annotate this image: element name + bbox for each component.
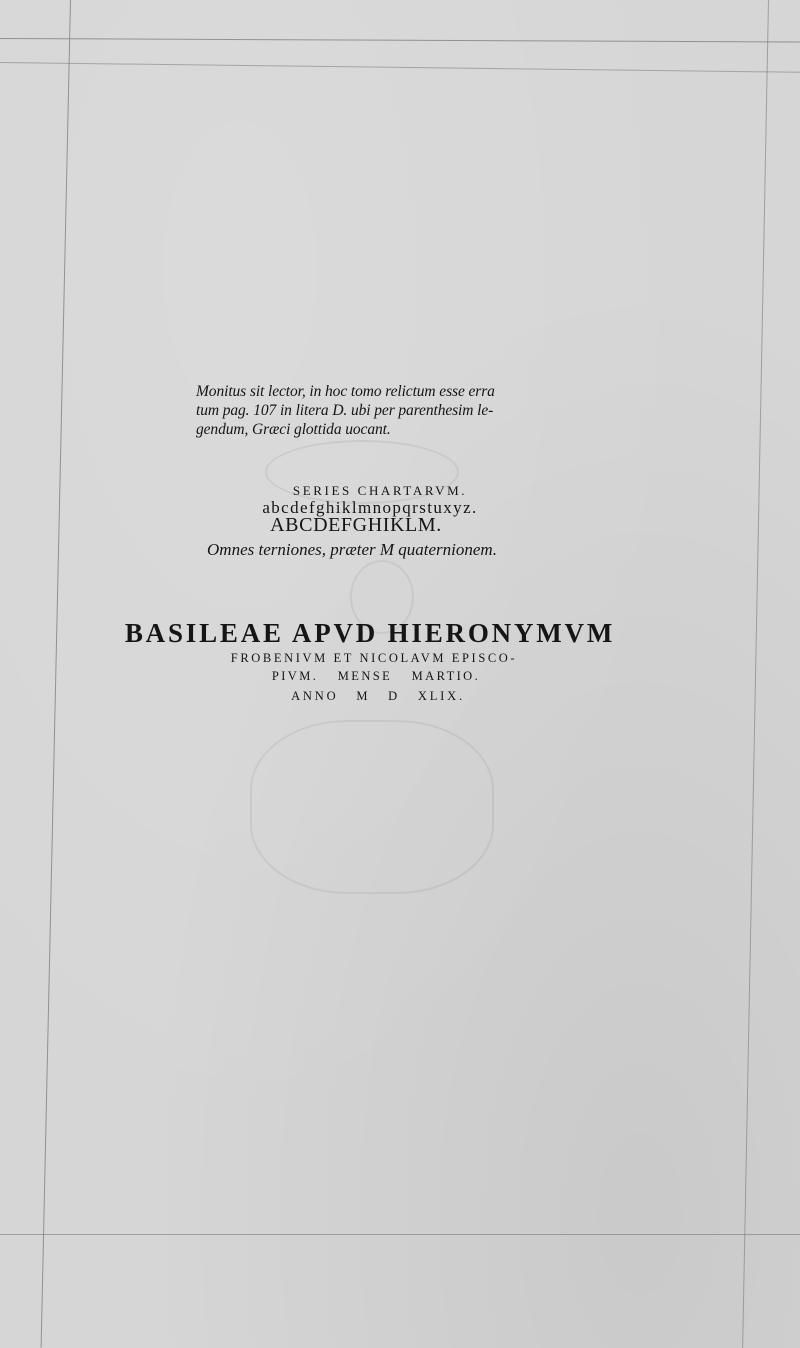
- errata-line: tum pag. 107 in litera D. ubi per parenthesim le-: [196, 402, 494, 419]
- errata-line: gendum, Græci glottida uocant.: [196, 421, 391, 438]
- imprint-line-2: FROBENIVM ET NICOLAVM EPISCO-: [230, 651, 518, 665]
- show-through-device: [250, 720, 494, 894]
- top-rule: [0, 38, 800, 42]
- gatherings-note: Omnes terniones, præter M quaternionem.: [207, 540, 497, 559]
- series-lowercase-signatures: abcdefghiklmnopqrstuxyz.: [262, 498, 478, 517]
- series-title: SERIES CHARTARVM.: [292, 483, 468, 498]
- imprint-line-4: ANNO M D XLIX.: [291, 689, 465, 703]
- imprint-line-1: BASILEAE APVD HIERONYMVM: [124, 618, 616, 648]
- bottom-rule: [0, 1234, 800, 1235]
- errata-line: Monitus sit lector, in hoc tomo relictum esse erra: [196, 383, 495, 400]
- top-rule-inner: [0, 62, 800, 73]
- errata-notice: [196, 382, 495, 439]
- imprint-line-3: PIVM. MENSE MARTIO.: [271, 669, 481, 683]
- series-uppercase-signatures: ABCDEFGHIKLM.: [270, 514, 442, 536]
